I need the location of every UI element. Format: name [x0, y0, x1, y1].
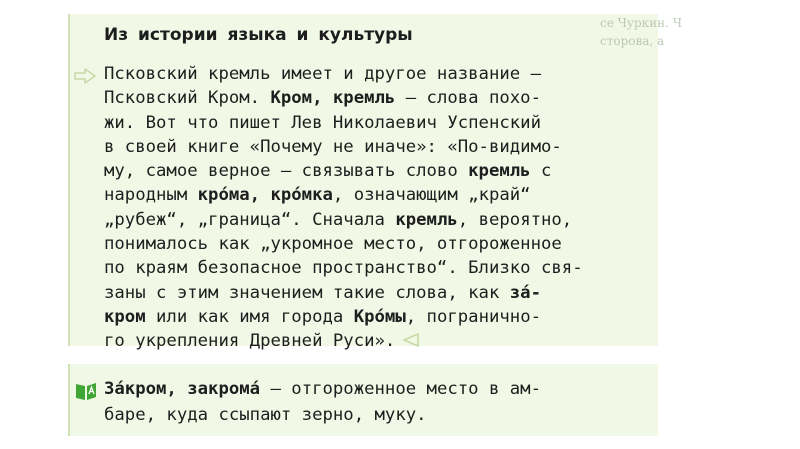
paragraph-line [104, 256, 656, 280]
text-run: Псковский Кром. [104, 88, 271, 109]
arrow-left-outline-icon [403, 333, 419, 347]
paragraph-line [104, 159, 656, 183]
paragraph-line [104, 208, 656, 232]
text-run: , погранично- [405, 306, 542, 327]
glossary-term: За́кром, закрома́ [104, 379, 261, 399]
text-run: с [530, 161, 552, 182]
text-run: баре, куда ссыпают зерно, муку. [104, 405, 427, 425]
text-run: заны с этим значением такие слова, как [104, 282, 510, 303]
text-run: по краям безопасное пространство“. Близко свя- [104, 258, 583, 279]
text-run: понималось как „укромное место, отгороженное [104, 234, 562, 255]
text-run: в своей книге «Почему не иначе»: «По-видимо- [104, 136, 562, 157]
paragraph-line [104, 329, 656, 353]
bold-term: Кро́мы [353, 306, 406, 327]
text-run: му, самое верное — связывать слово [104, 161, 469, 182]
glossary-line [104, 402, 656, 428]
open-book-icon [74, 380, 98, 402]
text-run: народным [104, 185, 198, 206]
paragraph-line [104, 86, 656, 110]
bold-term: кром [104, 306, 146, 327]
bleed-line-1: се Чуркин. Ч [600, 16, 683, 30]
arrow-right-outline-icon [74, 68, 96, 84]
section-heading: Из истории языка и культуры [104, 25, 413, 45]
paragraph-line [104, 183, 656, 207]
paragraph-line [104, 135, 656, 159]
text-run: жи. Вот что пишет Лев Николаевич Успенский [104, 112, 541, 133]
text-run: — отгороженное место в ам- [260, 379, 541, 399]
text-run: го укрепления Древней Руси». [104, 331, 396, 352]
paragraph-line [104, 305, 656, 329]
bleed-through-text [600, 14, 683, 58]
glossary-line [104, 376, 656, 402]
paragraph-line [104, 232, 656, 256]
bold-term: Кром, кремль [270, 88, 396, 109]
bold-term: кремль [468, 161, 531, 182]
history-paragraph [104, 62, 656, 354]
glossary-text [104, 376, 656, 428]
text-run: „рубеж“, „граница“. Сначала [104, 209, 396, 230]
bleed-line-2: сторова, а [600, 34, 665, 48]
bold-term: за́- [509, 282, 541, 303]
paragraph-line [104, 281, 656, 305]
bold-term: кремль [395, 209, 458, 230]
bold-term: кро́ма, кро́мка [197, 185, 333, 206]
text-run: или как имя города [145, 306, 354, 327]
paragraph-line [104, 111, 656, 135]
text-run: — слова похо- [395, 88, 541, 109]
paragraph-line [104, 62, 656, 86]
text-run: , означающим „край“ [332, 185, 531, 206]
text-run: , вероятно, [457, 209, 573, 230]
text-run: Псковский кремль имеет и другое название — [104, 64, 541, 84]
